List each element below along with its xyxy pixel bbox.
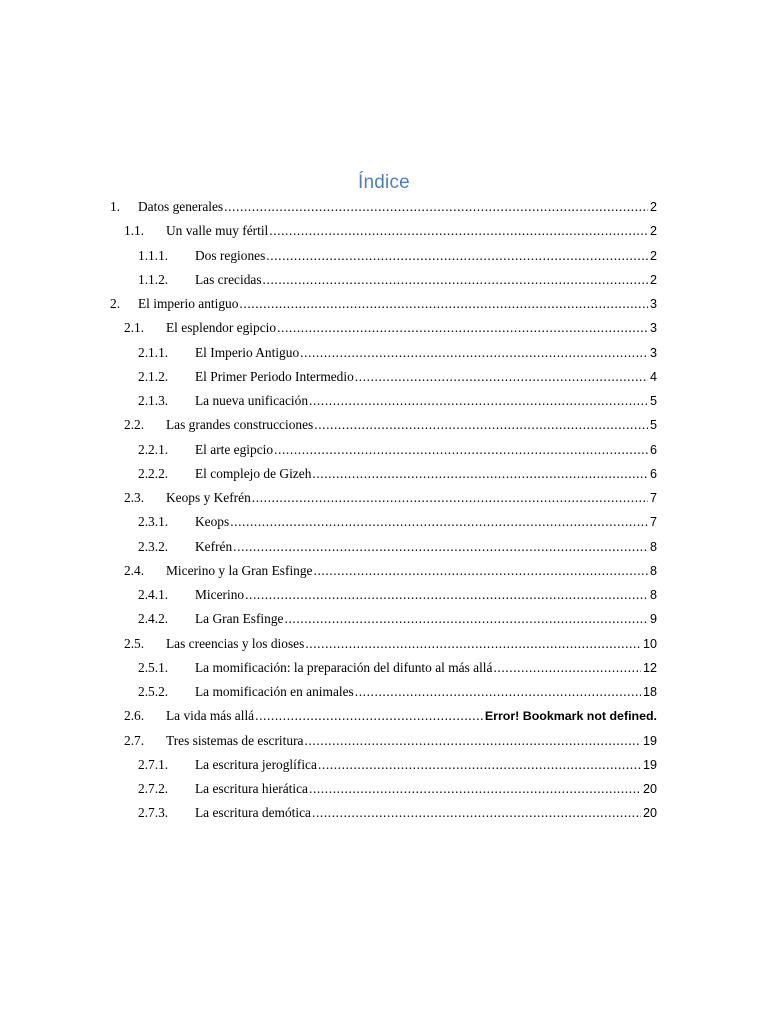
toc-entry-number: 2.5.1. [138, 659, 169, 675]
toc-entry-body [138, 196, 657, 218]
toc-entry-body [195, 802, 657, 824]
toc-entry-body [166, 730, 657, 752]
toc-entry-title: Tres sistemas de escritura [166, 732, 304, 748]
toc-entry-number: 1. [110, 199, 121, 214]
toc-dot-leader [493, 657, 641, 679]
toc-entry[interactable] [0, 366, 768, 388]
toc-entry-title: Keops [195, 514, 230, 530]
toc-page-number: 7 [649, 491, 657, 505]
toc-dot-leader [312, 463, 648, 485]
toc-dot-leader [277, 317, 648, 339]
toc-entry-body [195, 778, 657, 800]
toc-entry-title: Las creencias y los dioses [166, 635, 305, 651]
toc-entry-title: Las crecidas [195, 271, 262, 287]
toc-dot-leader [274, 439, 648, 461]
toc-entry-number: 2.7.1. [138, 756, 169, 772]
toc-entry-body [195, 511, 657, 533]
toc-entry-body [195, 681, 657, 703]
toc-entry-number: 2.7. [124, 732, 145, 748]
toc-entry-number: 2.2.1. [138, 441, 169, 457]
toc-page-number: 9 [649, 612, 657, 627]
toc-entry-body [195, 463, 657, 485]
toc-dot-leader [224, 196, 648, 218]
toc-page-number: 5 [649, 418, 657, 433]
toc-entry-number: 2.3.1. [138, 514, 169, 530]
toc-dot-leader [312, 802, 641, 824]
toc-dot-leader [314, 414, 648, 436]
toc-page-number: 6 [649, 442, 657, 457]
toc-dot-leader [285, 608, 648, 630]
toc-entry-body [166, 705, 657, 727]
toc-page-number: 18 [642, 685, 657, 699]
toc-entry-title: Micerino y la Gran Esfinge [166, 562, 313, 578]
toc-entry-title: La momificación: la preparación del difunto al más allá [195, 659, 493, 675]
toc-entry[interactable] [0, 778, 768, 800]
toc-page-number: 3 [649, 321, 657, 336]
toc-entry-body [195, 584, 657, 606]
toc-page-number: 19 [642, 733, 657, 748]
toc-dot-leader [245, 584, 648, 606]
toc-entry-number: 2.2.2. [138, 465, 169, 481]
toc-entry[interactable] [0, 414, 768, 436]
toc-entry[interactable] [0, 390, 768, 412]
toc-page-number: 8 [649, 539, 657, 554]
toc-entry[interactable] [0, 584, 768, 606]
toc-page-number: 3 [649, 345, 657, 360]
toc-entry-number: 2.1.1. [138, 344, 169, 360]
toc-entry[interactable] [0, 269, 768, 291]
toc-entry[interactable] [0, 342, 768, 364]
toc-entry[interactable] [0, 220, 768, 242]
toc-entry[interactable] [0, 730, 768, 752]
toc-entry[interactable] [0, 245, 768, 267]
toc-entry-number: 2.1.3. [138, 393, 169, 408]
toc-entry[interactable] [0, 536, 768, 558]
toc-entry-number: 2.3. [124, 490, 145, 505]
toc-entry[interactable] [0, 705, 768, 727]
toc-entry-title: Keops y Kefrén [166, 490, 251, 505]
toc-entry-number: 2.2. [124, 417, 145, 433]
toc-entry-title: Las grandes construcciones [166, 417, 314, 433]
toc-entry-number: 1.1.2. [138, 271, 169, 287]
toc-entry-title: La escritura hierática [195, 781, 309, 796]
toc-page-number: 2 [649, 272, 657, 287]
toc-entry-body [195, 536, 657, 558]
toc-entry-title: La nueva unificación [195, 393, 309, 408]
toc-title: Índice [358, 172, 410, 193]
toc-entry-body [195, 390, 657, 412]
toc-dot-leader [318, 754, 641, 776]
toc-dot-leader [355, 681, 641, 703]
toc-error-message: Error! Bookmark not defined. [484, 709, 657, 724]
toc-entry-number: 2.1.2. [138, 368, 169, 384]
toc-dot-leader [269, 220, 648, 242]
toc-page-number: 2 [649, 224, 657, 239]
toc-page-number: 3 [649, 297, 657, 311]
toc-page-number: 2 [649, 248, 657, 263]
toc-entry-title: El Primer Periodo Intermedio [195, 368, 354, 384]
toc-dot-leader [355, 366, 648, 388]
toc-entry-number: 2.7.3. [138, 805, 169, 821]
toc-entry-title: La escritura demótica [195, 805, 311, 821]
toc-entry-number: 1.1.1. [138, 247, 169, 263]
toc-dot-leader [230, 511, 648, 533]
toc-entry[interactable] [0, 633, 768, 655]
toc-dot-leader [263, 269, 648, 291]
toc-entry-number: 2.1. [124, 320, 145, 336]
toc-entry-title: La vida más allá [166, 708, 255, 724]
toc-page-number: 8 [649, 588, 657, 602]
toc-entry-body [195, 366, 657, 388]
toc-entry-body [195, 269, 657, 291]
toc-entry-number: 1.1. [124, 223, 145, 239]
toc-entry-body [195, 657, 657, 679]
toc-entry[interactable] [0, 463, 768, 485]
toc-entry-number: 2.4.2. [138, 611, 169, 627]
toc-entry-body [166, 633, 657, 655]
toc-entry-title: El arte egipcio [195, 441, 274, 457]
toc-entry-body [138, 293, 657, 315]
toc-entry-body [166, 414, 657, 436]
toc-entry[interactable] [0, 196, 768, 218]
toc-entry-number: 2.6. [124, 708, 145, 724]
toc-entry[interactable] [0, 511, 768, 533]
toc-dot-leader [309, 778, 641, 800]
toc-page-number: 5 [649, 394, 657, 408]
toc-entry-number: 2.4. [124, 562, 145, 578]
toc-entry-number: 2.5. [124, 635, 145, 651]
toc-entry-body [195, 608, 657, 630]
toc-entry[interactable] [0, 608, 768, 630]
toc-entry-number: 2.3.2. [138, 538, 169, 554]
toc-page-number: 2 [649, 200, 657, 214]
toc-page-number: 8 [649, 563, 657, 578]
toc-entry[interactable] [0, 657, 768, 679]
toc-dot-leader [233, 536, 648, 558]
toc-dot-leader [266, 245, 648, 267]
toc-entry-title: Micerino [195, 587, 245, 602]
toc-page-number: 7 [649, 515, 657, 530]
toc-entry-title: Datos generales [138, 199, 224, 214]
toc-dot-leader [239, 293, 648, 315]
toc-entry[interactable] [0, 317, 768, 339]
toc-entry[interactable] [0, 681, 768, 703]
toc-dot-leader [305, 633, 641, 655]
toc-dot-leader [300, 342, 648, 364]
toc-entry-title: El Imperio Antiguo [195, 344, 300, 360]
toc-entry-body [166, 487, 657, 509]
toc-page-number: 19 [642, 757, 657, 772]
toc-entry-body [166, 317, 657, 339]
toc-dot-leader [304, 730, 641, 752]
toc-entry-body [166, 220, 657, 242]
toc-entry-body [195, 439, 657, 461]
toc-page-number: 4 [649, 369, 657, 384]
toc-entry[interactable] [0, 802, 768, 824]
toc-entry-number: 2.4.1. [138, 587, 169, 602]
toc-entry-body [195, 245, 657, 267]
toc-entry[interactable] [0, 560, 768, 582]
toc-dot-leader [255, 705, 483, 727]
toc-entry-title: Dos regiones [195, 247, 266, 263]
toc-page-number: 10 [642, 636, 657, 651]
toc-entry[interactable] [0, 487, 768, 509]
toc-entry[interactable] [0, 754, 768, 776]
toc-entry-title: El esplendor egipcio [166, 320, 277, 336]
toc-entry-title: Kefrén [195, 538, 233, 554]
toc-dot-leader [314, 560, 648, 582]
toc-entry-body [166, 560, 657, 582]
toc-entry-number: 2. [110, 296, 121, 311]
toc-dot-leader [309, 390, 648, 412]
toc-page-number: 20 [642, 782, 657, 796]
toc-page-number: 12 [642, 660, 657, 675]
toc-page-number: 20 [642, 806, 657, 821]
toc-entry[interactable] [0, 439, 768, 461]
toc-entry-number: 2.7.2. [138, 781, 169, 796]
toc-dot-leader [252, 487, 648, 509]
toc-entry-title: La escritura jeroglífica [195, 756, 317, 772]
toc-entry[interactable] [0, 293, 768, 315]
toc-entry-title: La momificación en animales [195, 684, 354, 699]
toc-entry-body [195, 342, 657, 364]
toc-entry-body [195, 754, 657, 776]
toc-entry-number: 2.5.2. [138, 684, 169, 699]
toc-page-number: 6 [649, 466, 657, 481]
toc-entry-title: El imperio antiguo [138, 296, 239, 311]
toc-entry-title: El complejo de Gizeh [195, 465, 312, 481]
toc-entry-title: La Gran Esfinge [195, 611, 284, 627]
toc-entry-title: Un valle muy fértil [166, 223, 269, 239]
